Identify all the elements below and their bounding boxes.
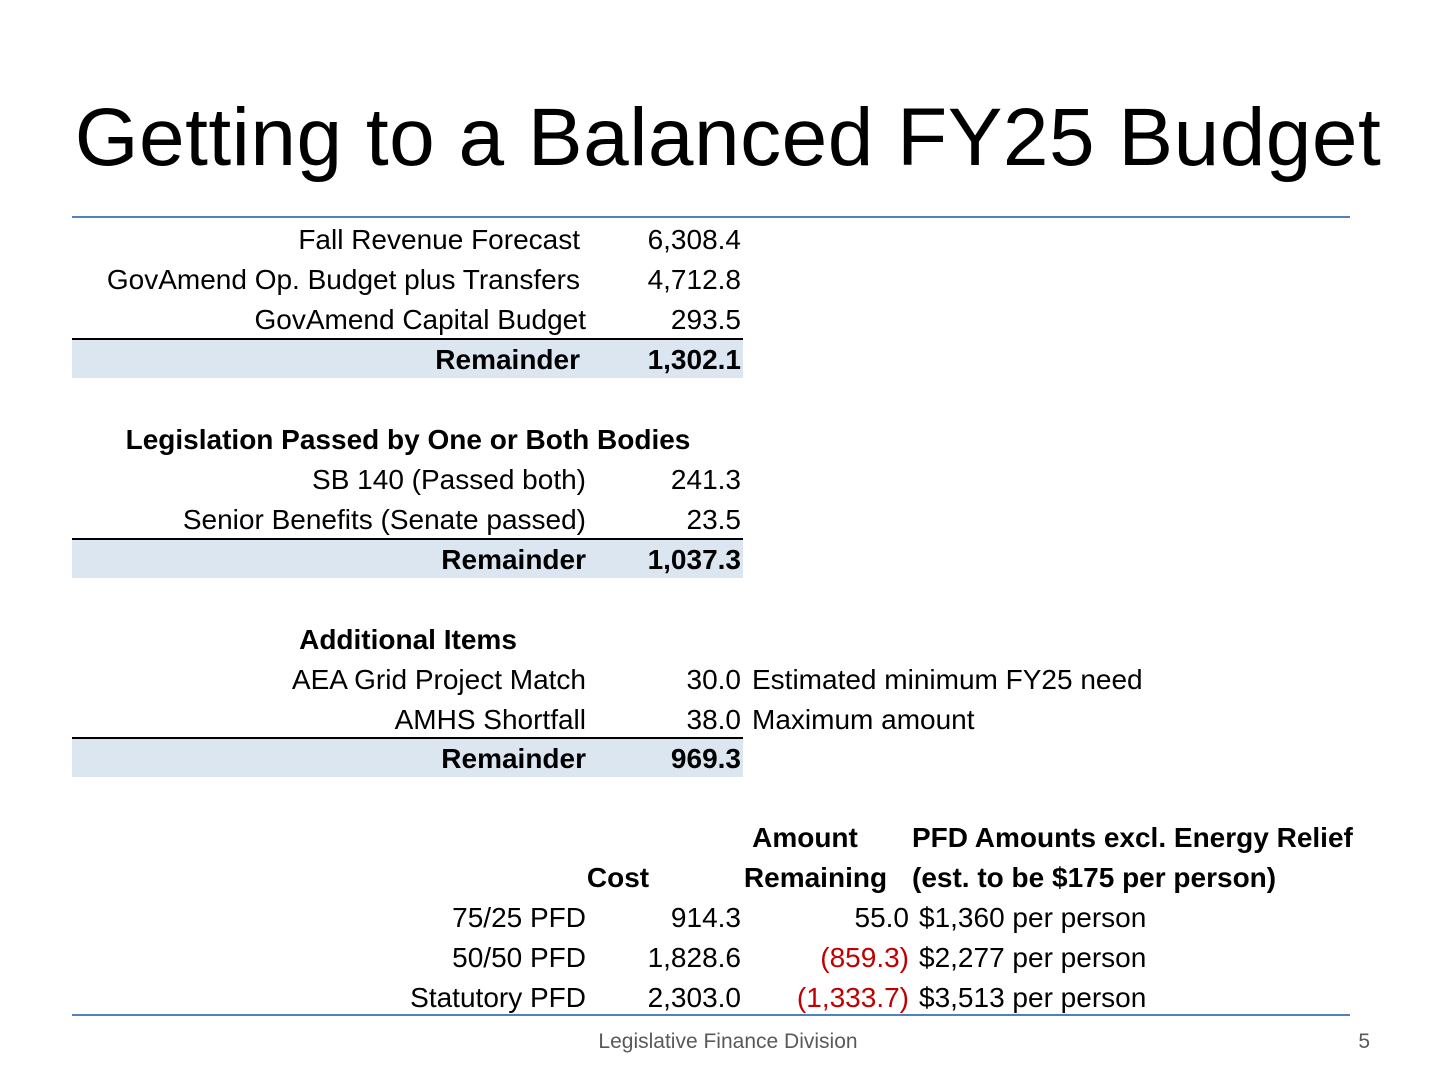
slide-title: Getting to a Balanced FY25 Budget (74, 92, 1382, 183)
row-value-senior-benefits: 23.5 (686, 504, 741, 535)
row-value-fall-revenue: 6,308.4 (647, 224, 741, 255)
row-value-amhs: 38.0 (686, 704, 741, 735)
pfd-row-per-person-statutory: $3,513 per person (919, 982, 1147, 1013)
row-note-amhs: Maximum amount (752, 704, 975, 735)
pfd-row-remaining-7525: 55.0 (854, 902, 909, 933)
pfd-row-cost-7525: 914.3 (670, 902, 741, 933)
row-value-sb140: 241.3 (670, 464, 741, 495)
row-note-aea-grid: Estimated minimum FY25 need (752, 664, 1143, 695)
page-number: 5 (1358, 1030, 1370, 1053)
remainder-label-1: Remainder (435, 344, 580, 375)
pfd-row-label-statutory: Statutory PFD (410, 982, 586, 1013)
remainder-value-1: 1,302.1 (647, 344, 741, 375)
row-label-govamend-op: GovAmend Op. Budget plus Transfers (106, 264, 580, 295)
remainder-value-2: 1,037.3 (647, 544, 741, 575)
remainder-value-3: 969.3 (670, 743, 741, 774)
pfd-row-per-person-7525: $1,360 per person (919, 902, 1147, 933)
remainder-label-3: Remainder (441, 743, 586, 774)
row-label-senior-benefits: Senior Benefits (Senate passed) (182, 504, 586, 535)
top-divider (72, 216, 1350, 218)
footer-text: Legislative Finance Division (598, 1030, 858, 1053)
section-heading-legislation: Legislation Passed by One or Both Bodies (125, 424, 691, 455)
pfd-header-cost: Cost (586, 862, 650, 893)
pfd-row-remaining-5050: (859.3) (820, 942, 909, 973)
row-label-sb140: SB 140 (Passed both) (312, 464, 586, 495)
pfd-row-per-person-5050: $2,277 per person (919, 942, 1147, 973)
pfd-row-cost-statutory: 2,303.0 (647, 982, 741, 1013)
row-value-aea-grid: 30.0 (686, 664, 741, 695)
row-label-amhs: AMHS Shortfall (394, 704, 586, 735)
row-label-fall-revenue: Fall Revenue Forecast (298, 224, 580, 255)
row-label-aea-grid: AEA Grid Project Match (291, 664, 586, 695)
pfd-header-remaining: Remaining (743, 862, 888, 893)
row-value-govamend-op: 4,712.8 (647, 264, 741, 295)
section-heading-additional: Additional Items (299, 624, 517, 655)
remainder-label-2: Remainder (441, 544, 586, 575)
bottom-divider (72, 1014, 1350, 1016)
pfd-row-label-7525: 75/25 PFD (452, 902, 586, 933)
pfd-header-pfd-amounts: PFD Amounts excl. Energy Relief (912, 822, 1353, 853)
row-label-govamend-capital: GovAmend Capital Budget (254, 304, 586, 335)
pfd-header-amount: Amount (752, 822, 858, 853)
pfd-row-remaining-statutory: (1,333.7) (796, 982, 909, 1013)
row-value-govamend-capital: 293.5 (670, 304, 741, 335)
pfd-row-label-5050: 50/50 PFD (452, 942, 586, 973)
pfd-header-estimate: (est. to be $175 per person) (912, 862, 1277, 893)
pfd-row-cost-5050: 1,828.6 (647, 942, 741, 973)
